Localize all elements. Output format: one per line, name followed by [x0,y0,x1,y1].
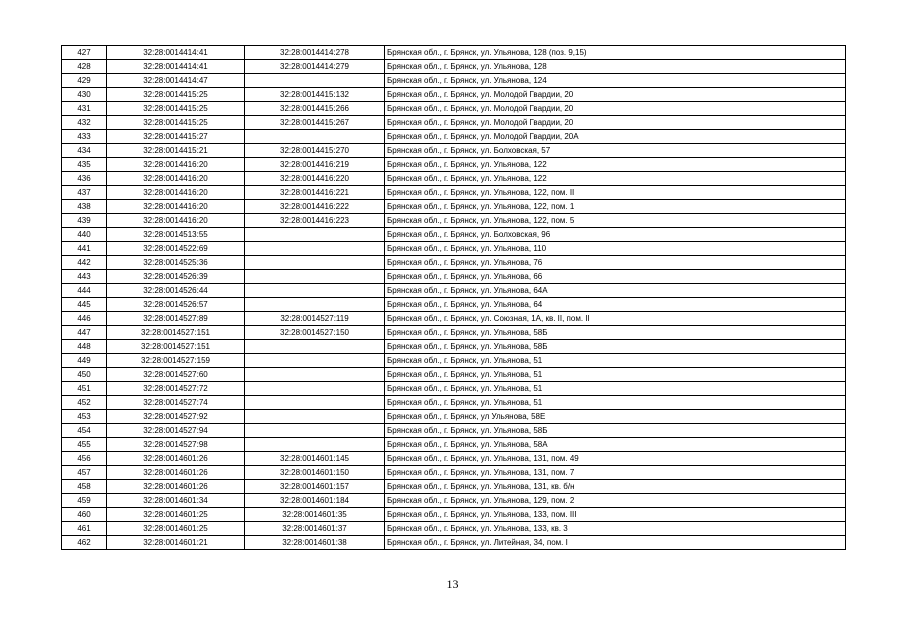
row-number-cell: 440 [62,228,107,242]
row-number-cell: 444 [62,284,107,298]
object-cadastral-cell: 32:28:0014414:278 [245,46,385,60]
address-cell: Брянская обл., г. Брянск, ул. Ульянова, 122, пом. II [385,186,846,200]
parcel-cadastral-cell: 32:28:0014416:20 [107,214,245,228]
table-row [62,60,846,74]
address-cell: Брянская обл., г. Брянск, ул. Ульянова, 128 (поз. 9,15) [385,46,846,60]
row-number-cell: 428 [62,60,107,74]
table-row [62,256,846,270]
row-number-cell: 437 [62,186,107,200]
table-row [62,396,846,410]
object-cadastral-cell: 32:28:0014601:38 [245,536,385,550]
row-number-cell: 462 [62,536,107,550]
table-row [62,438,846,452]
parcel-cadastral-cell: 32:28:0014416:20 [107,158,245,172]
page-number: 13 [446,577,459,591]
address-cell: Брянская обл., г. Брянск, ул. Молодой Гвардии, 20А [385,130,846,144]
row-number-cell: 453 [62,410,107,424]
row-number-cell: 447 [62,326,107,340]
object-cadastral-cell [245,298,385,312]
parcel-cadastral-cell: 32:28:0014414:47 [107,74,245,88]
address-cell: Брянская обл., г. Брянск, ул. Молодой Гвардии, 20 [385,102,846,116]
table-row [62,242,846,256]
table-row [62,46,846,60]
row-number-cell: 427 [62,46,107,60]
table-row [62,326,846,340]
object-cadastral-cell [245,368,385,382]
object-cadastral-cell: 32:28:0014415:132 [245,88,385,102]
row-number-cell: 432 [62,116,107,130]
object-cadastral-cell [245,424,385,438]
table-row [62,536,846,550]
parcel-cadastral-cell: 32:28:0014415:25 [107,116,245,130]
address-cell: Брянская обл., г. Брянск, ул. Болховская, 96 [385,228,846,242]
table-row [62,102,846,116]
object-cadastral-cell: 32:28:0014601:145 [245,452,385,466]
object-cadastral-cell [245,74,385,88]
parcel-cadastral-cell: 32:28:0014527:74 [107,396,245,410]
address-cell: Брянская обл., г. Брянск, ул. Ульянова, 131, пом. 49 [385,452,846,466]
address-cell: Брянская обл., г. Брянск, ул. Ульянова, 129, пом. 2 [385,494,846,508]
object-cadastral-cell [245,256,385,270]
row-number-cell: 435 [62,158,107,172]
parcel-cadastral-cell: 32:28:0014522:69 [107,242,245,256]
object-cadastral-cell: 32:28:0014416:220 [245,172,385,186]
table-row [62,186,846,200]
row-number-cell: 452 [62,396,107,410]
parcel-cadastral-cell: 32:28:0014601:26 [107,480,245,494]
address-cell: Брянская обл., г. Брянск, ул. Литейная, 34, пом. I [385,536,846,550]
object-cadastral-cell: 32:28:0014527:150 [245,326,385,340]
parcel-cadastral-cell: 32:28:0014601:26 [107,452,245,466]
row-number-cell: 446 [62,312,107,326]
parcel-cadastral-cell: 32:28:0014416:20 [107,200,245,214]
parcel-cadastral-cell: 32:28:0014525:36 [107,256,245,270]
row-number-cell: 442 [62,256,107,270]
object-cadastral-cell: 32:28:0014416:221 [245,186,385,200]
parcel-cadastral-cell: 32:28:0014527:92 [107,410,245,424]
object-cadastral-cell: 32:28:0014415:267 [245,116,385,130]
table-row [62,480,846,494]
row-number-cell: 438 [62,200,107,214]
parcel-cadastral-cell: 32:28:0014415:21 [107,144,245,158]
address-cell: Брянская обл., г. Брянск, ул. Ульянова, 133, кв. 3 [385,522,846,536]
address-cell: Брянская обл., г. Брянск, ул. Ульянова, 58Б [385,424,846,438]
object-cadastral-cell [245,340,385,354]
parcel-cadastral-cell: 32:28:0014601:25 [107,522,245,536]
table-row [62,270,846,284]
address-cell: Брянская обл., г. Брянск, ул Ульянова, 58Е [385,410,846,424]
parcel-cadastral-cell: 32:28:0014415:25 [107,102,245,116]
object-cadastral-cell: 32:28:0014601:150 [245,466,385,480]
row-number-cell: 450 [62,368,107,382]
table-row [62,172,846,186]
object-cadastral-cell: 32:28:0014415:266 [245,102,385,116]
object-cadastral-cell: 32:28:0014601:184 [245,494,385,508]
parcel-cadastral-cell: 32:28:0014526:39 [107,270,245,284]
table-row [62,368,846,382]
address-cell: Брянская обл., г. Брянск, ул. Ульянова, 58Б [385,326,846,340]
parcel-cadastral-cell: 32:28:0014601:21 [107,536,245,550]
address-cell: Брянская обл., г. Брянск, ул. Ульянова, 66 [385,270,846,284]
address-cell: Брянская обл., г. Брянск, ул. Ульянова, 128 [385,60,846,74]
address-cell: Брянская обл., г. Брянск, ул. Союзная, 1А, кв. II, пом. II [385,312,846,326]
address-cell: Брянская обл., г. Брянск, ул. Ульянова, 133, пом. III [385,508,846,522]
object-cadastral-cell: 32:28:0014601:157 [245,480,385,494]
address-cell: Брянская обл., г. Брянск, ул. Ульянова, 110 [385,242,846,256]
row-number-cell: 460 [62,508,107,522]
address-cell: Брянская обл., г. Брянск, ул. Ульянова, 122 [385,158,846,172]
address-cell: Брянская обл., г. Брянск, ул. Ульянова, 131, кв. б/н [385,480,846,494]
address-cell: Брянская обл., г. Брянск, ул. Ульянова, 122, пом. 5 [385,214,846,228]
row-number-cell: 456 [62,452,107,466]
row-number-cell: 454 [62,424,107,438]
table-row [62,88,846,102]
address-cell: Брянская обл., г. Брянск, ул. Молодой Гвардии, 20 [385,88,846,102]
address-cell: Брянская обл., г. Брянск, ул. Ульянова, 76 [385,256,846,270]
row-number-cell: 445 [62,298,107,312]
address-cell: Брянская обл., г. Брянск, ул. Ульянова, 51 [385,368,846,382]
row-number-cell: 429 [62,74,107,88]
table-row [62,452,846,466]
object-cadastral-cell: 32:28:0014601:37 [245,522,385,536]
object-cadastral-cell [245,228,385,242]
parcel-cadastral-cell: 32:28:0014601:25 [107,508,245,522]
table-row [62,74,846,88]
table-row [62,522,846,536]
address-cell: Брянская обл., г. Брянск, ул. Ульянова, 51 [385,396,846,410]
parcel-cadastral-cell: 32:28:0014414:41 [107,46,245,60]
parcel-cadastral-cell: 32:28:0014526:44 [107,284,245,298]
address-cell: Брянская обл., г. Брянск, ул. Болховская, 57 [385,144,846,158]
table-row [62,298,846,312]
address-cell: Брянская обл., г. Брянск, ул. Ульянова, 131, пом. 7 [385,466,846,480]
object-cadastral-cell [245,130,385,144]
object-cadastral-cell [245,396,385,410]
parcel-cadastral-cell: 32:28:0014416:20 [107,172,245,186]
parcel-cadastral-cell: 32:28:0014513:55 [107,228,245,242]
address-cell: Брянская обл., г. Брянск, ул. Ульянова, 58А [385,438,846,452]
table-row [62,494,846,508]
table-row [62,284,846,298]
table-row [62,116,846,130]
table-row [62,144,846,158]
table-row [62,508,846,522]
parcel-cadastral-cell: 32:28:0014526:57 [107,298,245,312]
table-row [62,214,846,228]
parcel-cadastral-cell: 32:28:0014601:34 [107,494,245,508]
parcel-cadastral-cell: 32:28:0014601:26 [107,466,245,480]
table-row [62,340,846,354]
row-number-cell: 443 [62,270,107,284]
address-cell: Брянская обл., г. Брянск, ул. Ульянова, 122 [385,172,846,186]
table-row [62,130,846,144]
parcel-cadastral-cell: 32:28:0014527:151 [107,340,245,354]
object-cadastral-cell [245,382,385,396]
parcel-cadastral-cell: 32:28:0014414:41 [107,60,245,74]
table-row [62,312,846,326]
object-cadastral-cell: 32:28:0014416:223 [245,214,385,228]
parcel-cadastral-cell: 32:28:0014527:94 [107,424,245,438]
row-number-cell: 455 [62,438,107,452]
table-row [62,228,846,242]
object-cadastral-cell: 32:28:0014414:279 [245,60,385,74]
table-row [62,158,846,172]
parcel-cadastral-cell: 32:28:0014527:89 [107,312,245,326]
parcel-cadastral-cell: 32:28:0014415:25 [107,88,245,102]
object-cadastral-cell [245,410,385,424]
object-cadastral-cell: 32:28:0014527:119 [245,312,385,326]
address-cell: Брянская обл., г. Брянск, ул. Молодой Гвардии, 20 [385,116,846,130]
address-cell: Брянская обл., г. Брянск, ул. Ульянова, 64 [385,298,846,312]
table-row [62,382,846,396]
address-cell: Брянская обл., г. Брянск, ул. Ульянова, 51 [385,354,846,368]
table-row [62,410,846,424]
object-cadastral-cell [245,270,385,284]
object-cadastral-cell: 32:28:0014416:222 [245,200,385,214]
object-cadastral-cell [245,354,385,368]
row-number-cell: 439 [62,214,107,228]
object-cadastral-cell [245,284,385,298]
row-number-cell: 430 [62,88,107,102]
address-cell: Брянская обл., г. Брянск, ул. Ульянова, 64А [385,284,846,298]
row-number-cell: 441 [62,242,107,256]
row-number-cell: 436 [62,172,107,186]
registry-table-body [62,46,846,550]
object-cadastral-cell: 32:28:0014601:35 [245,508,385,522]
address-cell: Брянская обл., г. Брянск, ул. Ульянова, 58Б [385,340,846,354]
parcel-cadastral-cell: 32:28:0014527:159 [107,354,245,368]
object-cadastral-cell: 32:28:0014416:219 [245,158,385,172]
row-number-cell: 433 [62,130,107,144]
address-cell: Брянская обл., г. Брянск, ул. Ульянова, 122, пом. 1 [385,200,846,214]
parcel-cadastral-cell: 32:28:0014527:60 [107,368,245,382]
row-number-cell: 431 [62,102,107,116]
object-cadastral-cell [245,438,385,452]
row-number-cell: 448 [62,340,107,354]
parcel-cadastral-cell: 32:28:0014527:98 [107,438,245,452]
object-cadastral-cell [245,242,385,256]
parcel-cadastral-cell: 32:28:0014527:72 [107,382,245,396]
table-row [62,200,846,214]
row-number-cell: 458 [62,480,107,494]
address-cell: Брянская обл., г. Брянск, ул. Ульянова, 51 [385,382,846,396]
address-cell: Брянская обл., г. Брянск, ул. Ульянова, 124 [385,74,846,88]
parcel-cadastral-cell: 32:28:0014527:151 [107,326,245,340]
registry-table [61,45,846,550]
row-number-cell: 449 [62,354,107,368]
row-number-cell: 461 [62,522,107,536]
row-number-cell: 434 [62,144,107,158]
row-number-cell: 459 [62,494,107,508]
row-number-cell: 451 [62,382,107,396]
row-number-cell: 457 [62,466,107,480]
table-row [62,466,846,480]
table-row [62,424,846,438]
table-row [62,354,846,368]
object-cadastral-cell: 32:28:0014415:270 [245,144,385,158]
parcel-cadastral-cell: 32:28:0014416:20 [107,186,245,200]
parcel-cadastral-cell: 32:28:0014415:27 [107,130,245,144]
